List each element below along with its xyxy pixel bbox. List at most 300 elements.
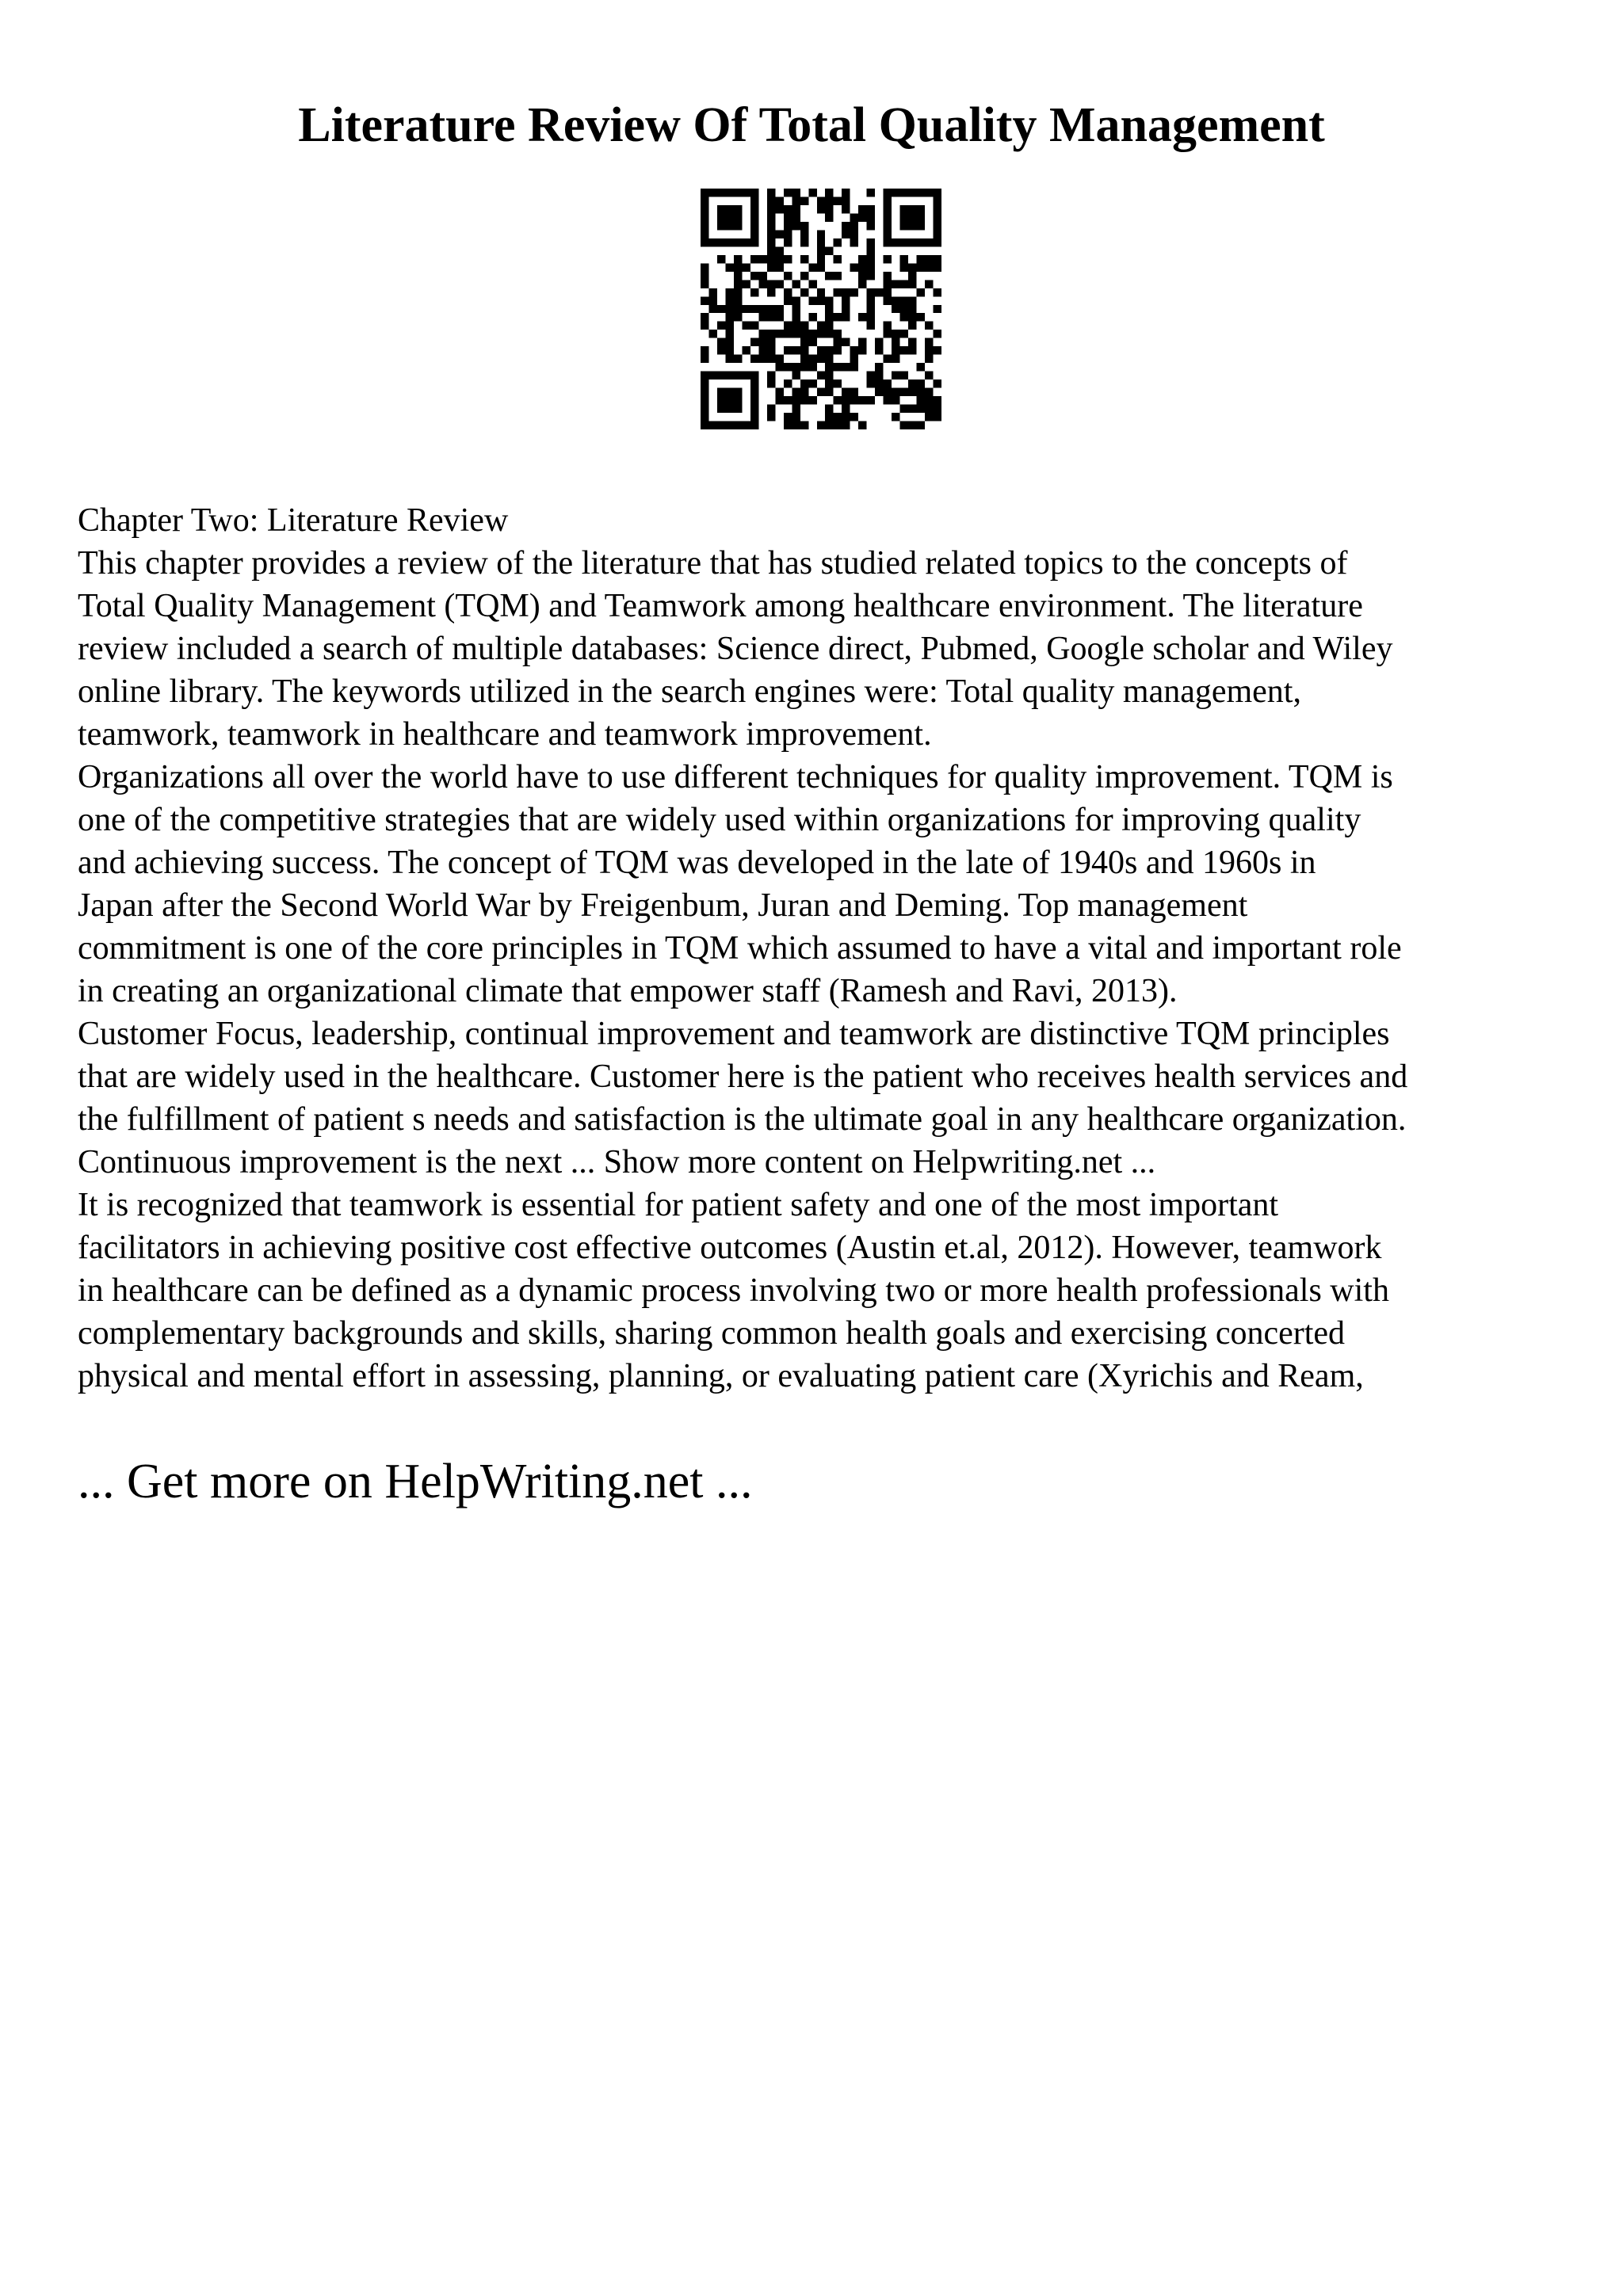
qr-module xyxy=(917,288,925,296)
qr-module xyxy=(775,355,783,363)
qr-module xyxy=(717,405,725,413)
qr-module xyxy=(834,346,842,354)
qr-module xyxy=(775,196,783,204)
qr-module xyxy=(792,189,800,196)
qr-module xyxy=(775,246,783,254)
qr-module xyxy=(908,388,916,396)
qr-module xyxy=(792,196,800,204)
body-line: Japan after the Second World War by Freigenbum, Juran and Deming. Top management xyxy=(78,887,1248,924)
qr-module xyxy=(850,263,858,271)
qr-module xyxy=(717,205,725,213)
qr-module xyxy=(734,305,742,313)
qr-module xyxy=(825,272,833,280)
qr-module xyxy=(792,222,800,230)
qr-module xyxy=(767,205,775,213)
qr-module xyxy=(850,396,858,404)
qr-module xyxy=(784,421,792,429)
qr-module xyxy=(808,313,816,321)
qr-module xyxy=(817,205,825,213)
qr-module xyxy=(784,222,792,230)
qr-module xyxy=(834,421,842,429)
qr-module xyxy=(800,255,808,263)
qr-module xyxy=(701,272,708,280)
qr-module xyxy=(908,305,916,313)
qr-module xyxy=(908,346,916,354)
qr-module xyxy=(884,280,892,288)
qr-module xyxy=(858,280,866,288)
qr-module xyxy=(842,222,850,230)
qr-module xyxy=(808,189,816,196)
qr-module xyxy=(808,263,816,271)
qr-module xyxy=(850,230,858,238)
qr-module xyxy=(884,272,892,280)
qr-module xyxy=(734,255,742,263)
qr-module xyxy=(884,196,892,204)
qr-module xyxy=(842,396,850,404)
qr-module xyxy=(842,413,850,421)
qr-module xyxy=(892,296,899,304)
qr-module xyxy=(725,305,733,313)
qr-module xyxy=(708,288,716,296)
qr-module xyxy=(917,263,925,271)
qr-module xyxy=(750,322,758,330)
qr-module xyxy=(834,396,842,404)
qr-module xyxy=(784,288,792,296)
qr-module xyxy=(758,272,766,280)
qr-module xyxy=(750,355,758,363)
qr-module xyxy=(842,313,850,321)
qr-module xyxy=(867,322,875,330)
qr-module xyxy=(800,363,808,371)
qr-module xyxy=(934,222,941,230)
qr-module xyxy=(792,305,800,313)
qr-module xyxy=(884,213,892,221)
qr-module xyxy=(775,205,783,213)
qr-module xyxy=(717,388,725,396)
qr-module xyxy=(708,421,716,429)
qr-module xyxy=(734,272,742,280)
qr-module xyxy=(892,372,899,379)
qr-module xyxy=(842,363,850,371)
qr-module xyxy=(734,280,742,288)
qr-module xyxy=(900,405,908,413)
qr-module xyxy=(758,313,766,321)
qr-module xyxy=(825,189,833,196)
qr-module xyxy=(917,379,925,387)
qr-module xyxy=(784,346,792,354)
qr-module xyxy=(934,238,941,246)
qr-module xyxy=(734,396,742,404)
qr-module xyxy=(934,213,941,221)
qr-module xyxy=(701,372,708,379)
qr-module xyxy=(825,405,833,413)
qr-module xyxy=(701,379,708,387)
qr-module xyxy=(767,222,775,230)
qr-module xyxy=(892,189,899,196)
qr-module xyxy=(717,322,725,330)
qr-module xyxy=(875,288,883,296)
qr-module xyxy=(701,313,708,321)
qr-module xyxy=(775,230,783,238)
qr-module xyxy=(817,255,825,263)
body-line: in healthcare can be defined as a dynamic process involving two or more health professionals with xyxy=(78,1272,1389,1309)
qr-module xyxy=(934,189,941,196)
qr-module xyxy=(817,322,825,330)
qr-module xyxy=(800,379,808,387)
qr-module xyxy=(767,413,775,421)
qr-module xyxy=(900,296,908,304)
qr-module xyxy=(750,405,758,413)
qr-module xyxy=(750,388,758,396)
qr-module xyxy=(867,189,875,196)
qr-module xyxy=(934,330,941,338)
qr-module xyxy=(792,405,800,413)
qr-module xyxy=(758,355,766,363)
qr-module xyxy=(917,205,925,213)
qr-module xyxy=(825,322,833,330)
qr-module xyxy=(808,296,816,304)
qr-module xyxy=(758,330,766,338)
get-more-link[interactable]: ... Get more on HelpWriting.net ... xyxy=(78,1455,753,1508)
qr-module xyxy=(817,196,825,204)
qr-module xyxy=(775,396,783,404)
qr-module xyxy=(758,346,766,354)
qr-module xyxy=(850,346,858,354)
qr-module xyxy=(858,313,866,321)
qr-module xyxy=(725,405,733,413)
qr-module xyxy=(725,189,733,196)
qr-module xyxy=(750,205,758,213)
qr-module xyxy=(775,330,783,338)
qr-module xyxy=(808,280,816,288)
qr-module xyxy=(767,246,775,254)
qr-module xyxy=(858,213,866,221)
qr-module xyxy=(867,263,875,271)
qr-module xyxy=(784,330,792,338)
qr-module xyxy=(725,222,733,230)
qr-module xyxy=(834,413,842,421)
qr-module xyxy=(925,355,933,363)
qr-module xyxy=(725,288,733,296)
qr-module xyxy=(925,238,933,246)
qr-module xyxy=(800,346,808,354)
qr-module xyxy=(800,222,808,230)
qr-module xyxy=(892,355,899,363)
qr-module xyxy=(725,338,733,346)
qr-module xyxy=(908,272,916,280)
qr-module xyxy=(884,205,892,213)
qr-module xyxy=(908,238,916,246)
qr-module xyxy=(734,263,742,271)
qr-module xyxy=(717,213,725,221)
qr-module xyxy=(900,213,908,221)
qr-module xyxy=(825,355,833,363)
qr-module xyxy=(708,330,716,338)
qr-module xyxy=(708,238,716,246)
qr-module xyxy=(842,338,850,346)
qr-module xyxy=(750,196,758,204)
qr-module xyxy=(725,296,733,304)
qr-module xyxy=(717,421,725,429)
qr-module xyxy=(884,396,892,404)
body-line: one of the competitive strategies that are widely used within organizations for improving quality xyxy=(78,802,1361,838)
qr-module xyxy=(934,346,941,354)
qr-module xyxy=(892,388,899,396)
qr-module xyxy=(742,280,750,288)
qr-module xyxy=(834,338,842,346)
qr-module xyxy=(767,338,775,346)
qr-module xyxy=(892,280,899,288)
qr-module xyxy=(792,330,800,338)
qr-module xyxy=(850,355,858,363)
qr-module xyxy=(717,338,725,346)
body-line: in creating an organizational climate that empower staff (Ramesh and Ravi, 2013). xyxy=(78,973,1178,1009)
qr-module xyxy=(750,238,758,246)
qr-module xyxy=(725,372,733,379)
qr-module xyxy=(842,230,850,238)
qr-module xyxy=(858,263,866,271)
qr-module xyxy=(784,272,792,280)
qr-module xyxy=(892,413,899,421)
qr-module xyxy=(884,379,892,387)
qr-module xyxy=(767,280,775,288)
qr-module xyxy=(717,372,725,379)
qr-module xyxy=(800,196,808,204)
qr-module xyxy=(900,305,908,313)
qr-module xyxy=(725,322,733,330)
qr-module xyxy=(875,372,883,379)
qr-module xyxy=(734,313,742,321)
body-line: and achieving success. The concept of TQM was developed in the late of 1940s and 1960s in xyxy=(78,845,1316,881)
qr-module xyxy=(842,421,850,429)
qr-module xyxy=(850,238,858,246)
qr-code-icon xyxy=(701,189,941,429)
qr-module xyxy=(858,421,866,429)
qr-module xyxy=(908,222,916,230)
qr-module xyxy=(817,288,825,296)
qr-module xyxy=(825,388,833,396)
qr-module xyxy=(808,379,816,387)
qr-module xyxy=(875,338,883,346)
qr-module xyxy=(892,238,899,246)
qr-module xyxy=(792,421,800,429)
qr-module xyxy=(701,222,708,230)
qr-module xyxy=(900,255,908,263)
qr-module xyxy=(834,272,842,280)
qr-module xyxy=(734,213,742,221)
qr-module xyxy=(908,379,916,387)
qr-module xyxy=(834,288,842,296)
qr-module xyxy=(842,189,850,196)
qr-module xyxy=(767,405,775,413)
qr-module xyxy=(884,288,892,296)
qr-module xyxy=(900,280,908,288)
qr-module xyxy=(925,189,933,196)
qr-module xyxy=(725,213,733,221)
qr-module xyxy=(775,263,783,271)
qr-module xyxy=(784,205,792,213)
qr-module xyxy=(917,313,925,321)
qr-module xyxy=(701,189,708,196)
qr-module xyxy=(934,263,941,271)
qr-module xyxy=(784,322,792,330)
qr-module xyxy=(800,230,808,238)
body-line: that are widely used in the healthcare. Customer here is the patient who receives health services and xyxy=(78,1058,1408,1095)
qr-module xyxy=(875,346,883,354)
qr-module xyxy=(934,230,941,238)
qr-module xyxy=(792,296,800,304)
body-line: This chapter provides a review of the literature that has studied related topics to the concepts of xyxy=(78,545,1348,582)
qr-module xyxy=(842,296,850,304)
qr-module xyxy=(742,322,750,330)
qr-module xyxy=(701,346,708,354)
qr-module xyxy=(792,205,800,213)
qr-module xyxy=(701,355,708,363)
qr-module xyxy=(750,213,758,221)
qr-module xyxy=(701,263,708,271)
qr-module xyxy=(800,338,808,346)
qr-module xyxy=(867,379,875,387)
qr-module xyxy=(875,379,883,387)
qr-module xyxy=(892,346,899,354)
qr-module xyxy=(742,305,750,313)
qr-module xyxy=(784,413,792,421)
qr-module xyxy=(817,246,825,254)
qr-module xyxy=(884,322,892,330)
qr-module xyxy=(750,338,758,346)
qr-module xyxy=(750,421,758,429)
qr-module xyxy=(750,230,758,238)
qr-module xyxy=(858,255,866,263)
body-line-show-more: Continuous improvement is the next ... Show more content on Helpwriting.net ... xyxy=(78,1144,1156,1180)
qr-module xyxy=(750,272,758,280)
qr-module xyxy=(850,222,858,230)
qr-module xyxy=(758,255,766,263)
qr-module xyxy=(925,263,933,271)
qr-module xyxy=(792,372,800,379)
qr-module xyxy=(908,280,916,288)
qr-module xyxy=(842,405,850,413)
qr-module xyxy=(917,238,925,246)
qr-module xyxy=(734,189,742,196)
qr-module xyxy=(767,346,775,354)
qr-module xyxy=(900,189,908,196)
qr-module xyxy=(900,238,908,246)
qr-module xyxy=(817,372,825,379)
qr-module xyxy=(750,396,758,404)
qr-module xyxy=(734,238,742,246)
qr-module xyxy=(750,305,758,313)
qr-module xyxy=(892,305,899,313)
qr-module xyxy=(792,413,800,421)
qr-module xyxy=(858,346,866,354)
qr-module xyxy=(934,205,941,213)
qr-module xyxy=(767,189,775,196)
qr-module xyxy=(917,255,925,263)
qr-module xyxy=(925,346,933,354)
qr-module xyxy=(800,388,808,396)
qr-module xyxy=(775,363,783,371)
qr-module xyxy=(725,396,733,404)
document-body xyxy=(78,499,1568,1398)
qr-module xyxy=(817,355,825,363)
qr-module xyxy=(750,288,758,296)
qr-module xyxy=(725,330,733,338)
qr-module xyxy=(767,196,775,204)
qr-module xyxy=(900,330,908,338)
qr-module xyxy=(825,363,833,371)
qr-module xyxy=(792,363,800,371)
qr-module xyxy=(925,338,933,346)
qr-module xyxy=(792,213,800,221)
qr-module xyxy=(701,322,708,330)
qr-module xyxy=(708,296,716,304)
qr-module xyxy=(792,322,800,330)
qr-module xyxy=(858,396,866,404)
qr-module xyxy=(784,255,792,263)
qr-module xyxy=(867,288,875,296)
qr-module xyxy=(742,421,750,429)
qr-module xyxy=(750,189,758,196)
qr-module xyxy=(834,255,842,263)
body-line: review included a search of multiple databases: Science direct, Pubmed, Google scholar and Wiley xyxy=(78,631,1393,667)
qr-module xyxy=(900,222,908,230)
qr-module xyxy=(900,313,908,321)
qr-module xyxy=(834,379,842,387)
qr-module xyxy=(742,372,750,379)
qr-module xyxy=(750,222,758,230)
qr-module xyxy=(867,238,875,246)
qr-module xyxy=(925,388,933,396)
qr-module xyxy=(884,296,892,304)
qr-module xyxy=(767,330,775,338)
qr-module xyxy=(742,263,750,271)
qr-module xyxy=(750,379,758,387)
qr-module xyxy=(750,413,758,421)
qr-module xyxy=(934,379,941,387)
qr-module xyxy=(734,288,742,296)
qr-module xyxy=(867,272,875,280)
qr-module xyxy=(725,421,733,429)
document-title: Literature Review Of Total Quality Management xyxy=(298,98,1325,152)
qr-module xyxy=(900,205,908,213)
qr-module xyxy=(917,405,925,413)
qr-module xyxy=(750,255,758,263)
qr-module xyxy=(917,388,925,396)
qr-module xyxy=(725,263,733,271)
qr-module xyxy=(800,421,808,429)
qr-module xyxy=(925,322,933,330)
qr-module xyxy=(850,213,858,221)
qr-module xyxy=(775,313,783,321)
qr-module xyxy=(775,255,783,263)
qr-module xyxy=(842,305,850,313)
qr-module xyxy=(800,330,808,338)
qr-module xyxy=(808,355,816,363)
body-line: online library. The keywords utilized in the search engines were: Total quality management, xyxy=(78,673,1301,710)
qr-module xyxy=(900,372,908,379)
qr-module xyxy=(767,372,775,379)
qr-module xyxy=(925,413,933,421)
qr-module xyxy=(900,263,908,271)
body-line: commitment is one of the core principles in TQM which assumed to have a vital and important role xyxy=(78,930,1402,967)
body-line: physical and mental effort in assessing, planning, or evaluating patient care (Xyrichis and Ream, xyxy=(78,1358,1364,1394)
qr-module xyxy=(742,346,750,354)
qr-module xyxy=(908,421,916,429)
qr-module xyxy=(775,305,783,313)
qr-module xyxy=(925,396,933,404)
qr-module xyxy=(800,238,808,246)
